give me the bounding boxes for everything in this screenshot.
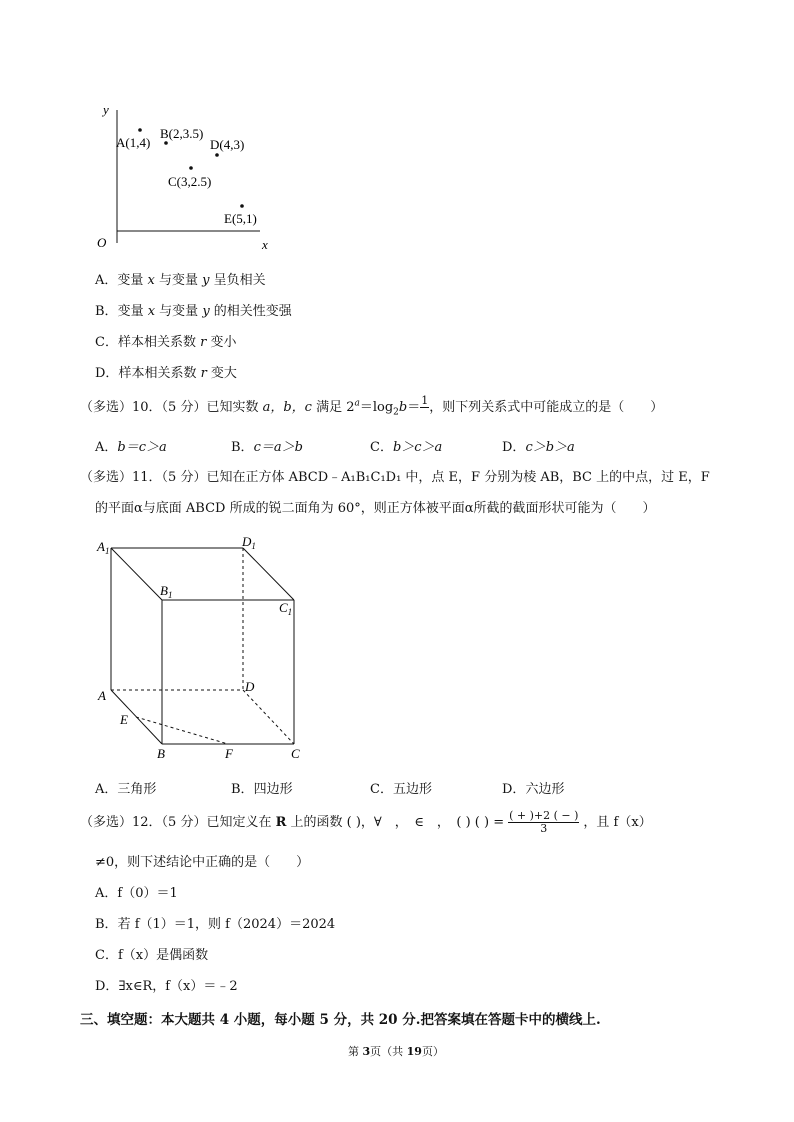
option-text: f（x）是偶函数 xyxy=(117,948,209,963)
option-text: 若 f（1）＝1，则 f（2024）＝2024 xyxy=(117,917,336,932)
cube-label-c1: $C_1$ xyxy=(279,600,293,617)
q11-option-b[interactable] xyxy=(231,778,293,797)
footer-total-pages: 19 xyxy=(406,1045,422,1058)
q9-option-d[interactable] xyxy=(95,362,237,381)
option-text: 变大 xyxy=(206,366,237,381)
q12-option-d[interactable] xyxy=(95,975,238,994)
point-c-label: C(3,2.5) xyxy=(168,174,212,189)
q12-fraction xyxy=(508,810,579,835)
q12-stem-line2: ≠0，则下述结论中正确的是（ ） xyxy=(95,855,310,870)
cube-label-b1: $B_1$ xyxy=(160,583,173,600)
cube-label-a: A xyxy=(98,688,106,703)
var-y: y xyxy=(202,273,210,288)
q11-stem-line2: 的平面α与底面 ABCD 所成的锐二面角为 60°，则正方体被平面α所截的截面形状可能为（ ） xyxy=(95,501,656,516)
q10-log-base: 2 xyxy=(393,407,399,418)
q9-option-a[interactable] xyxy=(95,269,266,288)
q10-option-b[interactable] xyxy=(231,436,303,455)
option-text: 样本相关系数 xyxy=(117,335,201,350)
q12-option-c[interactable] xyxy=(95,944,208,963)
q11-option-d[interactable] xyxy=(502,778,564,797)
footer-text: 第 xyxy=(348,1045,363,1058)
q12-frac-num: ( + )+2 ( − ) xyxy=(509,809,579,822)
page-footer xyxy=(348,1043,444,1059)
option-letter: D． xyxy=(95,366,119,381)
option-text: f（0）＝1 xyxy=(117,886,178,901)
q12-text-a: （多选）12．（5 分）已知定义在 xyxy=(80,815,276,830)
q11-option-a[interactable] xyxy=(95,778,156,797)
option-letter: B． xyxy=(95,917,118,932)
footer-page-number: 3 xyxy=(362,1045,371,1058)
q10-option-a[interactable] xyxy=(95,436,167,455)
option-letter: A． xyxy=(95,440,118,455)
footer-text: 页） xyxy=(421,1045,444,1058)
option-expr: b＝c＞a xyxy=(117,440,167,455)
option-letter: B． xyxy=(231,440,254,455)
point-c xyxy=(189,166,193,170)
q10-b: b xyxy=(398,400,408,415)
q12-set-r: R xyxy=(275,815,287,830)
q10-exponent: a xyxy=(354,398,360,409)
option-expr: c＝a＞b xyxy=(253,440,303,455)
q10-stem xyxy=(80,395,663,420)
origin-label: O xyxy=(97,235,107,250)
q10-option-d[interactable] xyxy=(502,436,575,455)
cube-label-e: E xyxy=(120,712,128,727)
option-letter: B． xyxy=(95,304,118,319)
scatter-figure xyxy=(90,98,290,258)
point-a xyxy=(138,128,142,132)
option-letter: C． xyxy=(370,440,393,455)
q10-log: ＝log xyxy=(359,400,394,415)
option-text: 五边形 xyxy=(392,782,432,797)
q11-stem-line1: （多选）11．（5 分）已知在正方体 ABCD﹣A₁B₁C₁D₁ 中，点 E，F 分别为棱 AB，BC 上的中点，过 E，F xyxy=(80,470,710,485)
option-expr: c＞b＞a xyxy=(525,440,575,455)
option-expr: b＞c＞a xyxy=(392,440,443,455)
option-letter: B． xyxy=(231,782,254,797)
point-e-label: E(5,1) xyxy=(224,211,257,226)
option-letter: C． xyxy=(95,948,118,963)
point-d xyxy=(215,153,219,157)
point-e xyxy=(240,204,244,208)
option-letter: C． xyxy=(370,782,393,797)
point-a-label: A(1,4) xyxy=(116,135,151,150)
footer-text: 页（共 xyxy=(370,1045,407,1058)
q12-frac-den: 3 xyxy=(540,822,548,835)
option-letter: C． xyxy=(95,335,118,350)
section-three-title: 三、填空题：本大题共 4 小题，每小题 5 分，共 20 分.把答案填在答题卡中的横线上. xyxy=(80,1012,601,1028)
option-text: ∃x∈R，f（x）＝﹣2 xyxy=(118,979,238,994)
cube-label-b: B xyxy=(157,746,165,761)
option-text: 变小 xyxy=(206,335,237,350)
option-text: 变量 xyxy=(117,304,148,319)
point-b xyxy=(164,141,168,145)
option-text: 与变量 xyxy=(154,273,203,288)
q10-suffix: ，则下列关系式中可能成立的是（ ） xyxy=(429,400,664,415)
var-x: x xyxy=(147,273,155,288)
var-y: y xyxy=(202,304,210,319)
cube-label-a1: $A_1$ xyxy=(97,539,110,556)
q9-option-c[interactable] xyxy=(95,331,236,350)
cube-label-f: F xyxy=(225,746,233,761)
q12-text-c: ，且 f（x） xyxy=(583,815,652,830)
var-x: x xyxy=(147,304,156,319)
q12-text-b: 上的函数 ( )，∀ ， ∈ ， ( ) ( ) = xyxy=(286,815,505,830)
point-b-label: B(2,3.5) xyxy=(160,126,204,141)
q12-option-a[interactable] xyxy=(95,882,178,901)
option-letter: D． xyxy=(502,440,526,455)
option-text: 六边形 xyxy=(525,782,565,797)
option-text: 的相关性变强 xyxy=(209,304,292,319)
var-r: r xyxy=(200,366,207,381)
cube-label-c: C xyxy=(291,746,300,761)
q12-stem-line1 xyxy=(80,810,652,835)
q9-option-b[interactable] xyxy=(95,300,292,319)
cube-figure xyxy=(92,533,322,763)
q10-fraction xyxy=(420,395,429,420)
cube-label-d1: $D_1$ xyxy=(242,534,256,551)
option-text: 样本相关系数 xyxy=(118,366,201,381)
q10-eq: ＝ xyxy=(407,400,421,415)
option-text: 四边形 xyxy=(253,782,293,797)
q10-mid: 满足 2 xyxy=(311,400,355,415)
point-d-label: D(4,3) xyxy=(210,137,245,152)
option-text: 与变量 xyxy=(155,304,203,319)
option-text: 三角形 xyxy=(117,782,157,797)
option-letter: D． xyxy=(95,979,119,994)
option-letter: A． xyxy=(95,782,118,797)
q10-frac-num: 1 xyxy=(421,394,429,407)
option-letter: A． xyxy=(95,273,118,288)
q10-vars: a，b，c xyxy=(262,400,312,415)
option-letter: A． xyxy=(95,886,118,901)
q10-option-c[interactable] xyxy=(370,436,442,455)
y-axis-label: y xyxy=(103,102,109,117)
x-axis-label: x xyxy=(262,237,268,252)
var-r: r xyxy=(200,335,207,350)
q10-frac-den xyxy=(420,408,429,420)
option-text: 呈负相关 xyxy=(209,273,266,288)
q11-option-c[interactable] xyxy=(370,778,432,797)
q12-option-b[interactable] xyxy=(95,913,335,932)
q10-prefix: （多选）10．（5 分）已知实数 xyxy=(80,400,263,415)
option-text: 变量 xyxy=(117,273,148,288)
option-letter: D． xyxy=(502,782,526,797)
cube-label-d: D xyxy=(245,679,255,694)
